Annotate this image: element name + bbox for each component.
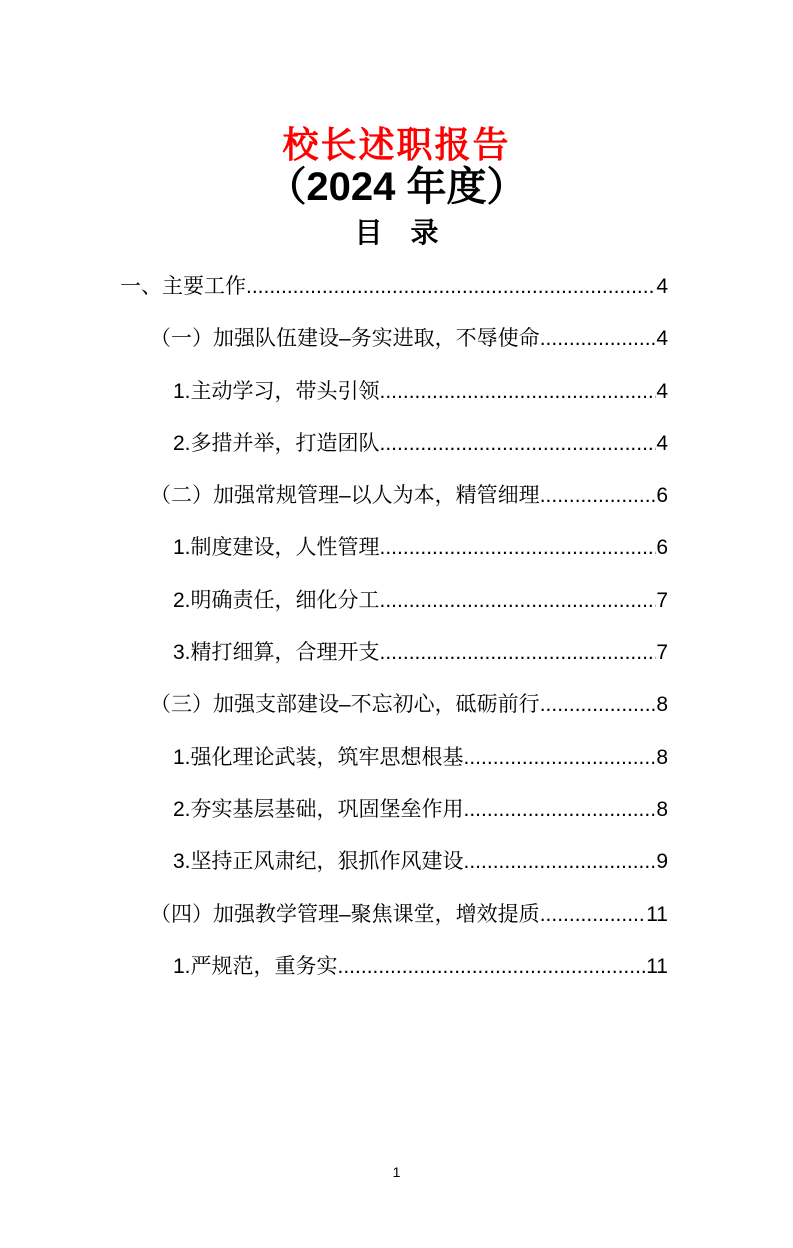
toc-heading: 目 录 xyxy=(354,217,439,248)
toc-entry-page: 9 xyxy=(656,850,668,874)
toc-entry-title: 3.精打细算，合理开支 xyxy=(173,641,380,665)
toc-entry-section-3[interactable] xyxy=(120,692,668,744)
toc-entry-title: 1.制度建设，人性管理 xyxy=(173,536,380,560)
toc-entry-section-4[interactable] xyxy=(120,902,668,954)
toc-entry-section-2-3[interactable] xyxy=(120,640,668,692)
toc-entry-title: 1.主动学习，带头引领 xyxy=(173,379,380,403)
toc-entry-page: 11 xyxy=(646,902,668,926)
toc-dot-leader xyxy=(246,274,656,300)
toc-entry-page: 8 xyxy=(656,797,668,821)
toc-entry-page: 7 xyxy=(656,641,668,665)
table-of-contents xyxy=(120,274,668,1006)
toc-entry-page: 4 xyxy=(656,431,668,455)
toc-entry-section-2-1[interactable] xyxy=(120,535,668,587)
toc-entry-section-2[interactable] xyxy=(120,483,668,535)
report-title: 校长述职报告 xyxy=(282,124,511,165)
toc-entry-section-1-1[interactable] xyxy=(120,379,668,431)
toc-entry-title: 1.严规范，重务实 xyxy=(173,954,338,978)
toc-dot-leader xyxy=(540,326,657,352)
toc-entry-title: （四）加强教学管理–聚焦课堂，增效提质 xyxy=(150,902,540,926)
toc-entry-section-4-1[interactable] xyxy=(120,954,668,1006)
toc-entry-page: 6 xyxy=(656,536,668,560)
toc-entry-title: 1.强化理论武装，筑牢思想根基 xyxy=(173,745,464,769)
toc-dot-leader xyxy=(380,431,657,457)
toc-entry-page: 8 xyxy=(656,693,668,717)
toc-entry-title: （三）加强支部建设–不忘初心，砥砺前行 xyxy=(150,693,540,717)
toc-entry-section-3-1[interactable] xyxy=(120,745,668,797)
toc-entry-title: （二）加强常规管理–以人为本，精管细理 xyxy=(150,484,540,508)
toc-entry-section-3-3[interactable] xyxy=(120,849,668,901)
toc-dot-leader xyxy=(464,745,657,771)
toc-entry-title: 3.坚持正风肃纪，狠抓作风建设 xyxy=(173,850,464,874)
toc-entry-page: 4 xyxy=(656,327,668,351)
toc-entry-title: 2.夯实基层基础，巩固堡垒作用 xyxy=(173,797,464,821)
toc-entry-title: 一、主要工作 xyxy=(120,275,246,298)
toc-entry-page: 6 xyxy=(656,484,668,508)
toc-dot-leader xyxy=(464,797,657,823)
report-subtitle: （2024 年度） xyxy=(266,165,527,209)
toc-entry-main-work[interactable] xyxy=(120,274,668,326)
toc-entry-section-1-2[interactable] xyxy=(120,431,668,483)
toc-dot-leader xyxy=(464,849,657,875)
toc-entry-page: 8 xyxy=(656,745,668,769)
toc-dot-leader xyxy=(338,954,647,980)
toc-entry-page: 4 xyxy=(656,275,668,298)
toc-dot-leader xyxy=(540,902,647,928)
toc-dot-leader xyxy=(380,535,657,561)
toc-entry-page: 4 xyxy=(656,379,668,403)
toc-entry-page: 11 xyxy=(646,954,668,978)
document-page xyxy=(0,126,793,1248)
toc-entry-page: 7 xyxy=(656,588,668,612)
page-number: 1 xyxy=(392,1164,401,1180)
toc-dot-leader xyxy=(380,379,657,405)
toc-entry-section-1[interactable] xyxy=(120,326,668,378)
toc-dot-leader xyxy=(540,483,657,509)
toc-entry-title: （一）加强队伍建设–务实进取，不辱使命 xyxy=(150,327,540,351)
toc-dot-leader xyxy=(380,640,657,666)
toc-entry-section-3-2[interactable] xyxy=(120,797,668,849)
toc-dot-leader xyxy=(380,588,657,614)
toc-dot-leader xyxy=(540,692,657,718)
toc-entry-title: 2.多措并举，打造团队 xyxy=(173,431,380,455)
toc-entry-title: 2.明确责任，细化分工 xyxy=(173,588,380,612)
toc-entry-section-2-2[interactable] xyxy=(120,588,668,640)
